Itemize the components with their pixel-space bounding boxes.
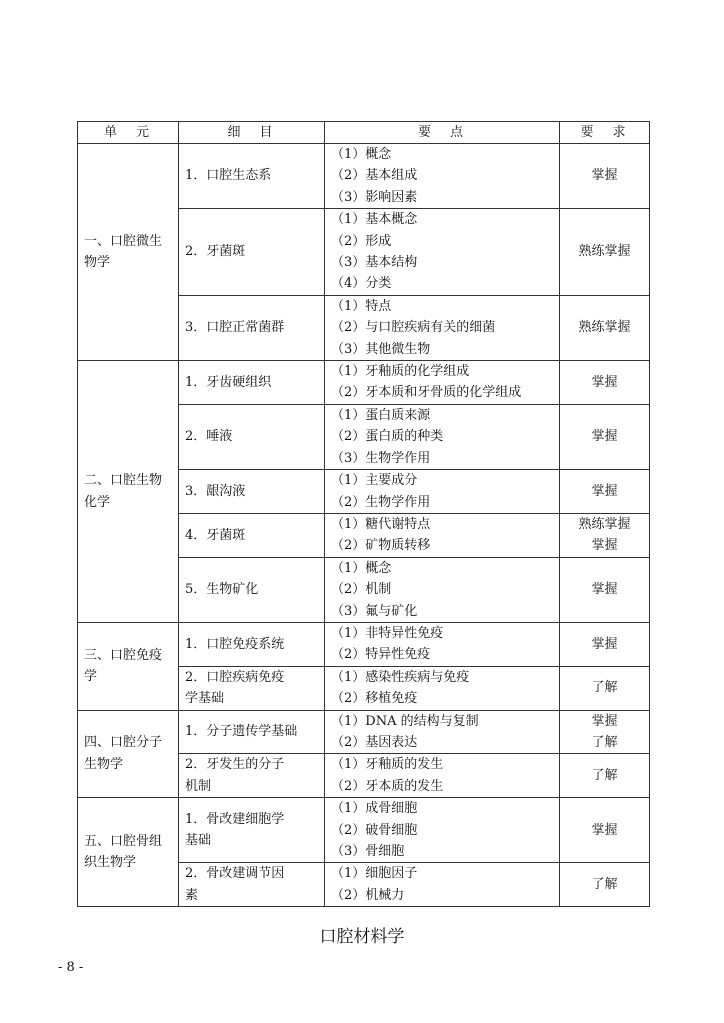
point-line: （2）形成 bbox=[331, 233, 392, 249]
unit-name-line: 生物学 bbox=[84, 756, 124, 772]
unit-name-line: 一、口腔微生 bbox=[84, 233, 163, 249]
item-name-line: 2．骨改建调节因 bbox=[185, 866, 285, 882]
point-line: （2）移植免疫 bbox=[331, 691, 418, 707]
item-cell bbox=[179, 144, 325, 209]
item-name-line: 学基础 bbox=[185, 691, 225, 707]
item-cell bbox=[179, 863, 325, 907]
item-cell bbox=[179, 622, 325, 666]
point-line: （1）牙釉质的发生 bbox=[331, 757, 444, 773]
requirement-label: 掌握 bbox=[591, 374, 618, 390]
points-cell bbox=[325, 863, 560, 907]
requirement-cell bbox=[560, 666, 650, 710]
section-title: 口腔材料学 bbox=[319, 927, 405, 947]
requirement-label: 熟练掌握 bbox=[578, 516, 631, 532]
points-cell bbox=[325, 209, 560, 296]
requirement-label: 掌握 bbox=[591, 713, 618, 729]
item-name-line: 2．牙发生的分子 bbox=[185, 757, 285, 773]
points-cell bbox=[325, 144, 560, 209]
points-cell bbox=[325, 798, 560, 863]
item-name-line: 2．牙菌斑 bbox=[185, 244, 246, 260]
item-name-line: 1．分子遗传学基础 bbox=[185, 724, 298, 740]
requirement-label: 掌握 bbox=[591, 582, 618, 598]
points-cell bbox=[325, 622, 560, 666]
unit-cell bbox=[78, 710, 179, 798]
item-name-line: 2．唾液 bbox=[185, 429, 233, 445]
item-name-line: 1．口腔生态系 bbox=[185, 168, 272, 184]
item-name-line: 4．牙菌斑 bbox=[185, 527, 246, 543]
point-line: （2）牙本质的发生 bbox=[331, 778, 444, 794]
requirement-label: 了解 bbox=[591, 877, 618, 893]
point-line: （2）机制 bbox=[331, 582, 392, 598]
item-name-line: 3．口腔正常菌群 bbox=[185, 320, 285, 336]
requirement-cell bbox=[560, 295, 650, 360]
point-line: （4）分类 bbox=[331, 276, 392, 292]
requirement-cell bbox=[560, 798, 650, 863]
item-cell bbox=[179, 754, 325, 798]
points-cell bbox=[325, 513, 560, 557]
unit-name-line: 四、口腔分子 bbox=[84, 735, 163, 751]
point-line: （1）成骨细胞 bbox=[331, 801, 418, 817]
points-cell bbox=[325, 666, 560, 710]
points-cell bbox=[325, 557, 560, 622]
point-line: （2）与口腔疾病有关的细菌 bbox=[331, 320, 496, 336]
point-line: （1）感染性疾病与免疫 bbox=[331, 669, 470, 685]
points-cell bbox=[325, 295, 560, 360]
point-line: （2）机械力 bbox=[331, 887, 405, 903]
point-line: （2）牙本质和牙骨质的化学组成 bbox=[331, 385, 522, 401]
item-cell bbox=[179, 295, 325, 360]
point-line: （2）破骨细胞 bbox=[331, 822, 418, 838]
point-line: （1）概念 bbox=[331, 147, 392, 162]
point-line: （1）糖代谢特点 bbox=[331, 516, 431, 532]
requirement-cell bbox=[560, 144, 650, 209]
requirement-cell bbox=[560, 557, 650, 622]
table-row bbox=[78, 361, 650, 405]
requirement-label: 掌握 bbox=[591, 429, 618, 445]
points-cell bbox=[325, 361, 560, 405]
requirement-label: 掌握 bbox=[591, 538, 618, 554]
requirement-label: 掌握 bbox=[591, 483, 618, 499]
item-cell bbox=[179, 798, 325, 863]
item-name-line: 1．骨改建细胞学 bbox=[185, 811, 285, 827]
unit-cell bbox=[78, 798, 179, 907]
point-line: （3）骨细胞 bbox=[331, 844, 405, 859]
points-cell bbox=[325, 710, 560, 754]
unit-name-line: 学 bbox=[84, 669, 98, 685]
item-cell bbox=[179, 361, 325, 405]
unit-name-line: 织生物学 bbox=[84, 855, 137, 871]
header-requirement: 要 求 bbox=[560, 122, 650, 144]
item-name-line: 1．牙齿硬组织 bbox=[185, 374, 272, 390]
requirement-label: 了解 bbox=[591, 734, 618, 750]
unit-cell bbox=[78, 622, 179, 710]
unit-name-line: 二、口腔生物 bbox=[84, 473, 163, 489]
unit-name-line: 物学 bbox=[84, 255, 111, 271]
point-line: （1）蛋白质来源 bbox=[331, 407, 431, 423]
item-name-line: 2．口腔疾病免疫 bbox=[185, 669, 285, 685]
points-cell bbox=[325, 470, 560, 514]
table-row bbox=[78, 622, 650, 666]
requirement-label: 了解 bbox=[591, 768, 618, 784]
point-line: （1）牙釉质的化学组成 bbox=[331, 364, 470, 380]
point-line: （2）蛋白质的种类 bbox=[331, 429, 444, 445]
requirement-label: 掌握 bbox=[591, 168, 618, 184]
point-line: （2）生物学作用 bbox=[331, 494, 431, 510]
point-line: （3）基本结构 bbox=[331, 255, 418, 271]
requirement-cell bbox=[560, 361, 650, 405]
point-line: （1）概念 bbox=[331, 560, 392, 576]
point-line: （2）矿物质转移 bbox=[331, 538, 431, 554]
requirement-cell bbox=[560, 622, 650, 666]
point-line: （1）细胞因子 bbox=[331, 866, 418, 882]
item-name-line: 5．生物矿化 bbox=[185, 582, 259, 598]
requirement-cell bbox=[560, 209, 650, 296]
table-body bbox=[78, 144, 650, 907]
point-line: （1）特点 bbox=[331, 298, 392, 314]
header-row bbox=[78, 122, 650, 144]
requirement-label: 熟练掌握 bbox=[578, 320, 631, 336]
point-line: （2）基本组成 bbox=[331, 168, 418, 184]
item-name-line: 素 bbox=[185, 887, 199, 903]
point-line: （1）主要成分 bbox=[331, 473, 418, 489]
point-line: （1）非特异性免疫 bbox=[331, 625, 444, 641]
requirement-cell bbox=[560, 863, 650, 907]
point-line: （1）DNA 的结构与复制 bbox=[331, 713, 479, 729]
item-name-line: 1．口腔免疫系统 bbox=[185, 636, 285, 652]
point-line: （1）基本概念 bbox=[331, 212, 418, 228]
item-cell bbox=[179, 470, 325, 514]
item-name-line: 3．龈沟液 bbox=[185, 483, 246, 499]
item-name-line: 基础 bbox=[185, 833, 212, 849]
requirement-cell bbox=[560, 513, 650, 557]
requirement-label: 掌握 bbox=[591, 636, 618, 652]
requirement-label: 了解 bbox=[591, 680, 618, 696]
unit-cell bbox=[78, 361, 179, 623]
header-unit: 单 元 bbox=[78, 122, 179, 144]
requirement-cell bbox=[560, 404, 650, 469]
point-line: （3）氟与矿化 bbox=[331, 603, 418, 619]
page-number: - 8 - bbox=[58, 960, 84, 975]
header-item: 细 目 bbox=[179, 122, 325, 144]
requirement-label: 掌握 bbox=[591, 822, 618, 838]
points-cell bbox=[325, 404, 560, 469]
item-cell bbox=[179, 710, 325, 754]
table-row bbox=[78, 144, 650, 209]
point-line: （3）生物学作用 bbox=[331, 450, 431, 466]
point-line: （3）其他微生物 bbox=[331, 341, 431, 357]
item-cell bbox=[179, 209, 325, 296]
unit-name-line: 三、口腔免疫 bbox=[84, 647, 163, 663]
requirement-label: 熟练掌握 bbox=[578, 244, 631, 260]
requirement-cell bbox=[560, 470, 650, 514]
point-line: （2）基因表达 bbox=[331, 734, 418, 750]
item-cell bbox=[179, 404, 325, 469]
item-cell bbox=[179, 513, 325, 557]
item-name-line: 机制 bbox=[185, 778, 212, 794]
unit-name-line: 化学 bbox=[84, 494, 111, 510]
unit-name-line: 五、口腔骨组 bbox=[84, 833, 163, 849]
table-row bbox=[78, 798, 650, 863]
points-cell bbox=[325, 754, 560, 798]
table-row bbox=[78, 710, 650, 754]
syllabus-table bbox=[77, 121, 650, 907]
unit-cell bbox=[78, 144, 179, 361]
header-points: 要 点 bbox=[325, 122, 560, 144]
item-cell bbox=[179, 666, 325, 710]
point-line: （2）特异性免疫 bbox=[331, 647, 431, 663]
item-cell bbox=[179, 557, 325, 622]
point-line: （3）影响因素 bbox=[331, 189, 418, 205]
requirement-cell bbox=[560, 710, 650, 754]
requirement-cell bbox=[560, 754, 650, 798]
